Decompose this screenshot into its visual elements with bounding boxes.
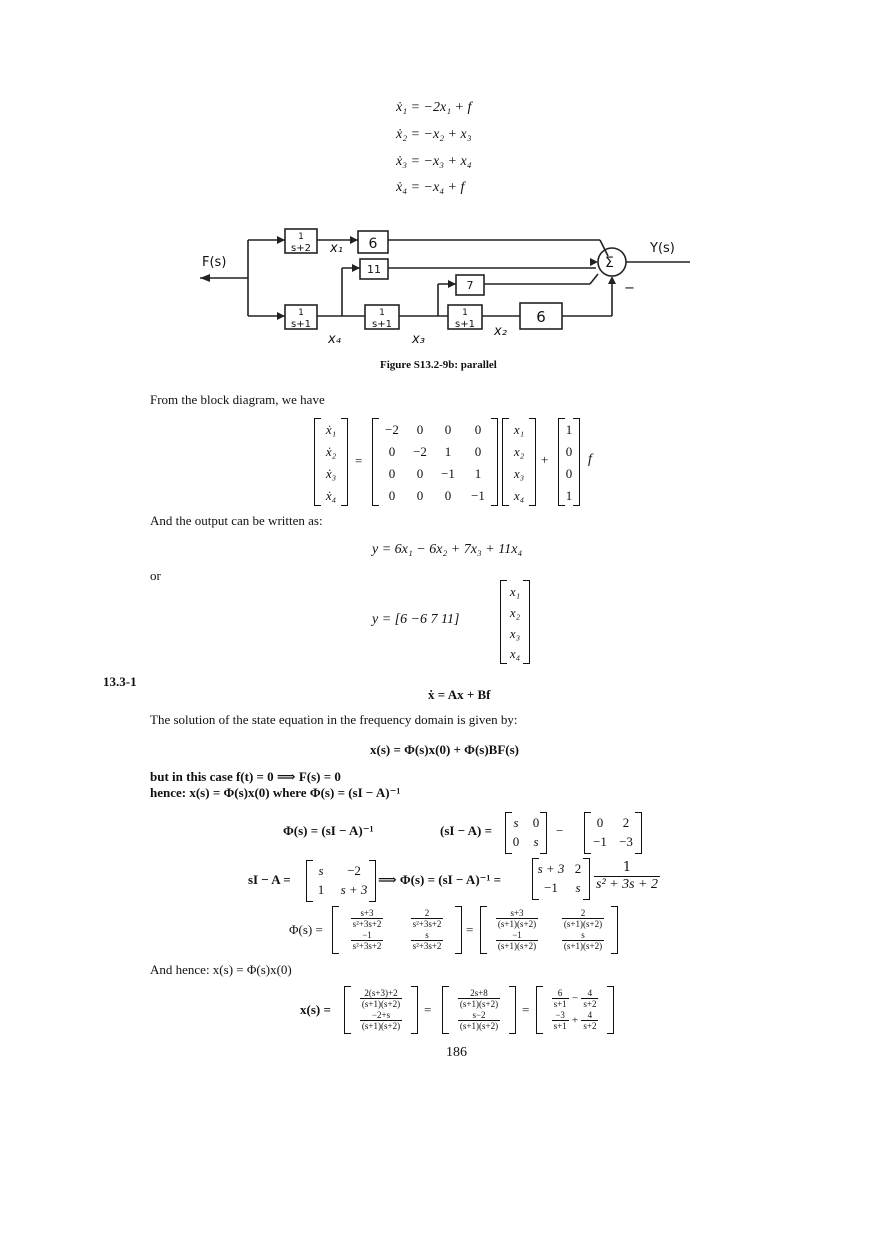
xs-vector-a: $\frac{2(s+3)+2}{(s+1)(s+2)}$ $\frac{-2+s}{(s+1)(s+2)}$ <box>344 986 418 1034</box>
state-eq-1: ẋ₁ = −2x₁ + f <box>396 100 472 115</box>
A2-matrix: 0 2 −1 −3 <box>584 812 642 854</box>
xs-lhs: x(s) = <box>300 1002 331 1017</box>
gain-6b: 6 <box>536 308 546 326</box>
figure-caption: Figure S13.2-9b: parallel <box>380 359 497 371</box>
inv-factor: $\frac{1}{\text{s² + 3s + 2}}$ <box>596 860 658 892</box>
xs-vector-b: $\frac{2s+8}{(s+1)(s+2)}$ $\frac{s-2}{(s+1)(s+2)}$ <box>442 986 516 1034</box>
equals-3: = <box>424 1002 432 1017</box>
sIA-matrix: s −2 1 s + 3 <box>306 860 376 902</box>
B-vector: 1 0 0 1 <box>558 418 580 506</box>
output-x-vector: x₁ x₂ x₃ x₄ <box>500 580 530 664</box>
hence-text: hence: x(s) = Φ(s)x(0) where Φ(s) = (sI − A)⁻¹ <box>150 785 401 800</box>
block2-den: s+1 <box>372 319 392 330</box>
equals-1: = <box>355 453 363 468</box>
implies-text: ⟹ Φ(s) = (sI − A)⁻¹ = <box>378 872 502 887</box>
minus-1: − <box>556 823 564 838</box>
case-text: but in this case f(t) = 0 ⟹ F(s) = 0 <box>150 769 341 784</box>
xs-vector-c: $\frac{6}{s+1}$ − $\frac{4}{s+2}$ $\frac{-3}{s+1}$ + $\frac{4}{s+2}$ <box>536 986 614 1034</box>
gain-6a: 6 <box>368 236 378 252</box>
sIA-lhs: (sI − A) = <box>440 823 493 838</box>
plus-1: + <box>541 452 549 467</box>
and-hence-text: And hence: x(s) = Φ(s)x(0) <box>150 962 292 977</box>
sigma-symbol: Σ <box>605 255 614 271</box>
state-eq-vector: ẋ = Ax + Bf <box>428 687 491 702</box>
output-label: Y(s) <box>650 241 675 256</box>
sI-matrix: s 0 0 s <box>505 812 547 854</box>
A-matrix: −2 0 0 0 0 −2 1 0 0 0 −1 1 0 0 0 −1 <box>372 418 498 506</box>
top-block-den: s+2 <box>291 243 311 254</box>
equals-2: = <box>466 922 474 937</box>
block3-den: s+1 <box>455 319 475 330</box>
solution-text: The solution of the state equation in the frequency domain is given by: <box>150 712 518 727</box>
gain-11: 11 <box>367 263 381 276</box>
adj-matrix: s + 3 2 −1 s <box>532 858 590 900</box>
input-label: F(s) <box>202 255 227 270</box>
intro-text: From the block diagram, we have <box>150 392 325 407</box>
sIA-eq-lhs: sI − A = <box>248 872 291 887</box>
state-label-x4: x₄ <box>328 332 341 347</box>
xdot-vector: ẋ₁ ẋ₂ ẋ₃ ẋ₄ <box>314 418 348 506</box>
block1-den: s+1 <box>291 319 311 330</box>
state-eq-2: ẋ₂ = −x₂ + x₃ <box>396 127 472 142</box>
solution-eq: x(s) = Φ(s)x(0) + Φ(s)BF(s) <box>370 742 520 757</box>
or-text: or <box>150 568 161 583</box>
state-eq-3: ẋ₃ = −x₃ + x₄ <box>396 154 472 169</box>
section-number: 13.3-1 <box>103 674 137 689</box>
block3-num: 1 <box>462 308 468 318</box>
minus-sign: − <box>624 281 635 296</box>
block2-num: 1 <box>379 308 385 318</box>
state-label-x3: x₃ <box>412 332 425 347</box>
f-symbol: f <box>588 452 592 467</box>
output-text: And the output can be written as: <box>150 513 323 528</box>
state-label-x1: x₁ <box>330 241 343 256</box>
phi-matrix-b: $\frac{s+3}{(s+1)(s+2)}$ $\frac{2}{(s+1)(s+2)}$ $\frac{-1}{(s+1)(s+2)}$ $\frac{s}{(s+1)(s+2)}$ <box>480 906 618 954</box>
state-eq-4: ẋ₄ = −x₄ + f <box>396 180 465 195</box>
x-vector: x₁ x₂ x₃ x₄ <box>502 418 536 506</box>
output-eq: y = 6x₁ − 6x₂ + 7x₃ + 11x₄ <box>372 542 523 557</box>
gain-7: 7 <box>466 279 474 292</box>
block1-num: 1 <box>298 308 304 318</box>
phi-def: Φ(s) = (sI − A)⁻¹ <box>283 823 374 838</box>
page-number: 186 <box>446 1045 467 1060</box>
phi-matrix-a: $\frac{s+3}{\text{s²+3s+2}}$ $\frac{2}{\text{s²+3s+2}}$ $\frac{-1}{\text{s²+3s+2}}$ $\frac{s}{\text{s²+3s+2}}$ <box>332 906 462 954</box>
equals-4: = <box>522 1002 530 1017</box>
output-matrix-lhs: y = [6 −6 7 11] <box>372 612 460 627</box>
state-label-x2: x₂ <box>494 324 507 339</box>
top-block-num: 1 <box>298 232 304 242</box>
block-diagram <box>0 0 880 360</box>
phi-lhs: Φ(s) = <box>289 922 323 937</box>
